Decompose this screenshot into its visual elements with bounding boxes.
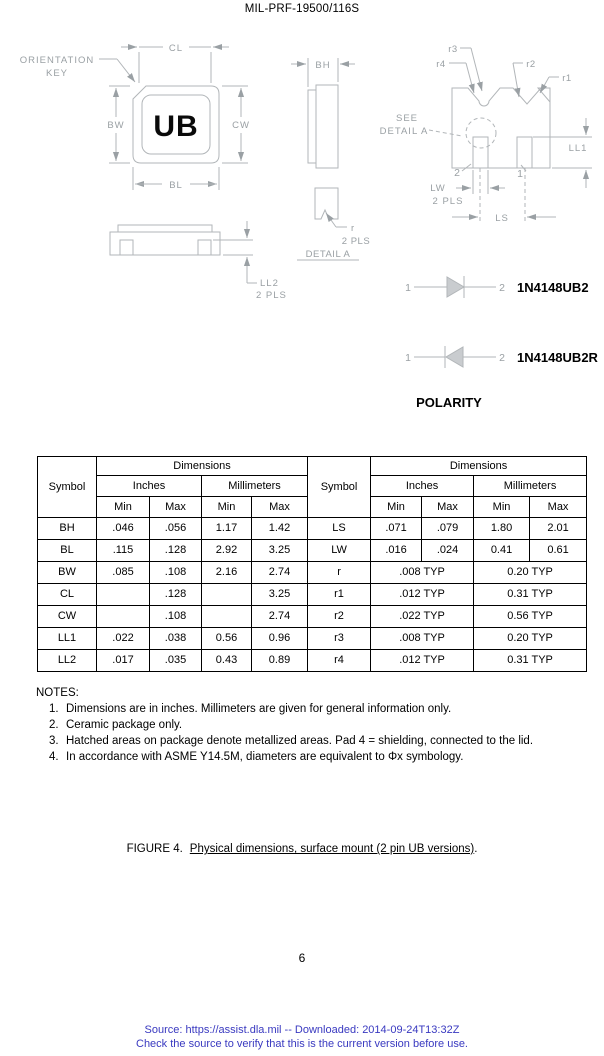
diode2-pin1-label: 1 <box>405 352 411 364</box>
header-max: Max <box>252 497 308 518</box>
value-cell: .035 <box>150 650 202 672</box>
figure-caption-text: Physical dimensions, surface mount (2 pin UB versions) <box>189 843 475 855</box>
device-marking: UB <box>153 110 199 143</box>
end-view-drawing <box>291 58 355 168</box>
value-cell: .115 <box>97 540 150 562</box>
header-max: Max <box>530 497 587 518</box>
bottom-view-drawing <box>380 44 592 224</box>
value-cell: .071 <box>371 518 422 540</box>
detail-a-drawing <box>297 188 370 260</box>
value-cell: .038 <box>150 628 202 650</box>
value-cell: 2.16 <box>202 562 252 584</box>
note-text: In accordance with ASME Y14.5M, diameters are equivalent to Φx symbology. <box>66 751 464 763</box>
header-millimeters-left: Millimeters <box>202 476 308 497</box>
symbol-cell: r2 <box>308 606 371 628</box>
value-cell: .046 <box>97 518 150 540</box>
value-cell: 0.56 <box>202 628 252 650</box>
symbol-cell: CW <box>38 606 97 628</box>
value-cell-typ: .012 TYP <box>371 650 474 672</box>
dimensions-table <box>37 456 587 672</box>
package-drawings <box>0 0 604 420</box>
header-inches-right: Inches <box>371 476 474 497</box>
table-row <box>38 606 587 628</box>
detail-r-label: r <box>351 223 355 234</box>
side-view-body <box>110 232 220 255</box>
figure-caption-period: . <box>474 843 478 855</box>
orientation-key-callout <box>20 55 135 82</box>
see-detail-label1: SEE <box>395 113 419 124</box>
note-text: Dimensions are in inches. Millimeters are given for general information only. <box>66 703 452 715</box>
metallized-corner <box>538 88 550 102</box>
table-row <box>38 562 587 584</box>
diode2-anode-triangle <box>446 347 463 367</box>
side-view-ll2-drawing <box>110 221 287 301</box>
dim-ll1-label: LL1 <box>568 143 588 154</box>
page-number: 6 <box>298 951 306 965</box>
table-row <box>38 584 587 606</box>
page-title: MIL-PRF-19500/116S <box>244 3 360 15</box>
note-text: Hatched areas on package denote metallized areas. Pad 4 = shielding, connected to the lid. <box>66 735 534 747</box>
note-item <box>36 718 533 734</box>
pad-1 <box>517 137 532 168</box>
dim-cw-label: CW <box>232 120 250 131</box>
top-view-drawing <box>20 43 250 191</box>
detail-a-reference-circle <box>466 118 496 148</box>
value-cell: .016 <box>371 540 422 562</box>
value-cell: .017 <box>97 650 150 672</box>
see-detail-a-callout <box>380 113 462 137</box>
value-cell-typ: 0.31 TYP <box>474 584 587 606</box>
value-cell <box>97 584 150 606</box>
side-view-lid <box>118 225 212 232</box>
value-cell <box>97 606 150 628</box>
header-min: Min <box>371 497 422 518</box>
value-cell: 0.43 <box>202 650 252 672</box>
note-number: 2. <box>49 719 59 731</box>
dim-bh <box>291 58 355 87</box>
dim-lw <box>430 168 505 222</box>
r3-label: r3 <box>448 44 458 55</box>
note-item <box>36 734 533 750</box>
value-cell: .022 <box>97 628 150 650</box>
see-detail-label2: DETAIL A <box>379 126 429 137</box>
value-cell: .128 <box>150 540 202 562</box>
dim-bh-label: BH <box>315 60 331 71</box>
value-cell-typ: 0.56 TYP <box>474 606 587 628</box>
value-cell: 1.42 <box>252 518 308 540</box>
notes-title: NOTES: <box>36 687 79 699</box>
dim-ll1 <box>533 118 592 188</box>
r2-label: r2 <box>526 59 536 70</box>
value-cell <box>202 584 252 606</box>
header-max: Max <box>150 497 202 518</box>
figure-label: FIGURE 4. <box>126 843 183 855</box>
pad-1-number: 1 <box>517 168 523 180</box>
value-cell: .024 <box>422 540 474 562</box>
notes-section <box>36 686 533 766</box>
diode1-part-number: 1N4148UB2 <box>517 280 589 295</box>
orientation-key-label2: KEY <box>45 68 69 79</box>
header-min: Min <box>474 497 530 518</box>
header-inches-left: Inches <box>97 476 202 497</box>
orientation-key-label: ORIENTATION <box>19 55 95 66</box>
dim-lw-label: LW <box>430 183 446 194</box>
header-millimeters-right: Millimeters <box>474 476 587 497</box>
dim-ll2-pls-label: 2 PLS <box>256 290 287 301</box>
symbol-cell: CL <box>38 584 97 606</box>
dim-bw-label: BW <box>107 120 125 131</box>
table-row <box>38 628 587 650</box>
symbol-cell: r4 <box>308 650 371 672</box>
value-cell: 0.96 <box>252 628 308 650</box>
value-cell: .128 <box>150 584 202 606</box>
symbol-cell: LL1 <box>38 628 97 650</box>
value-cell: .108 <box>150 606 202 628</box>
symbol-cell: BH <box>38 518 97 540</box>
header-symbol-left: Symbol <box>38 457 97 518</box>
value-cell: 0.41 <box>474 540 530 562</box>
side-view-pad-right <box>198 240 211 255</box>
header-symbol-right: Symbol <box>308 457 371 518</box>
dim-ll2 <box>213 221 287 301</box>
table-row <box>38 518 587 540</box>
note-number: 1. <box>49 703 59 715</box>
r4-label: r4 <box>436 59 446 70</box>
value-cell: .056 <box>150 518 202 540</box>
value-cell: 2.74 <box>252 606 308 628</box>
dim-cl-label: CL <box>168 43 184 54</box>
value-cell-typ: .008 TYP <box>371 562 474 584</box>
r1-label: r1 <box>562 73 572 84</box>
diode1-pin2-label: 2 <box>499 282 505 294</box>
header-min: Min <box>97 497 150 518</box>
dim-ll2-label: LL2 <box>260 278 279 289</box>
value-cell <box>202 606 252 628</box>
value-cell-typ: 0.20 TYP <box>474 628 587 650</box>
polarity-diagram-1 <box>405 276 588 298</box>
value-cell-typ: .022 TYP <box>371 606 474 628</box>
table-row <box>38 650 587 672</box>
value-cell: 2.74 <box>252 562 308 584</box>
value-cell: 3.25 <box>252 584 308 606</box>
note-number: 3. <box>49 735 59 747</box>
note-text: Ceramic package only. <box>66 719 183 731</box>
value-cell-typ: .012 TYP <box>371 584 474 606</box>
diode2-pin2-label: 2 <box>499 352 505 364</box>
symbol-cell: r <box>308 562 371 584</box>
header-max: Max <box>422 497 474 518</box>
polarity-title: POLARITY <box>416 395 482 410</box>
dim-bl-label: BL <box>169 180 183 191</box>
dim-cl <box>121 43 229 83</box>
header-dimensions-left: Dimensions <box>97 457 308 476</box>
dim-lw-pls-label: 2 PLS <box>432 196 464 207</box>
symbol-cell: r3 <box>308 628 371 650</box>
dim-ls-label: LS <box>495 213 509 224</box>
header-dimensions-right: Dimensions <box>371 457 587 476</box>
diode1-anode-triangle <box>447 277 464 297</box>
symbol-cell: BW <box>38 562 97 584</box>
pad-2-number: 2 <box>454 167 460 179</box>
polarity-diagram-2 <box>405 346 598 368</box>
symbol-cell: BL <box>38 540 97 562</box>
dim-bw <box>107 86 130 163</box>
dim-cw <box>222 86 250 163</box>
footer-verify-line: Check the source to verify that this is the current version before use. <box>136 1037 468 1050</box>
symbol-cell: LS <box>308 518 371 540</box>
diode1-pin1-label: 1 <box>405 282 411 294</box>
value-cell: 3.25 <box>252 540 308 562</box>
header-min: Min <box>202 497 252 518</box>
note-item <box>36 702 533 718</box>
value-cell-typ: .008 TYP <box>371 628 474 650</box>
end-view-body <box>316 85 338 168</box>
value-cell: 1.80 <box>474 518 530 540</box>
dim-bl <box>133 167 219 191</box>
source-footer <box>0 1024 604 1051</box>
symbol-cell: LL2 <box>38 650 97 672</box>
value-cell-typ: 0.20 TYP <box>474 562 587 584</box>
value-cell-typ: 0.31 TYP <box>474 650 587 672</box>
symbol-cell: LW <box>308 540 371 562</box>
pad-2 <box>473 137 488 168</box>
footer-source-line: Source: https://assist.dla.mil -- Downloaded: 2014-09-24T13:32Z <box>144 1024 460 1036</box>
value-cell: 0.89 <box>252 650 308 672</box>
diode2-part-number: 1N4148UB2R <box>517 350 598 365</box>
value-cell: 0.61 <box>530 540 587 562</box>
detail-a-title: DETAIL A <box>305 249 351 260</box>
note-item <box>36 750 533 766</box>
figure-caption <box>0 843 604 855</box>
value-cell: .085 <box>97 562 150 584</box>
dim-ls <box>452 168 556 224</box>
table-row <box>38 540 587 562</box>
value-cell: 2.01 <box>530 518 587 540</box>
value-cell: .108 <box>150 562 202 584</box>
detail-r-pls-label: 2 PLS <box>341 236 371 247</box>
symbol-cell: r1 <box>308 584 371 606</box>
value-cell: 2.92 <box>202 540 252 562</box>
note-number: 4. <box>49 751 59 763</box>
value-cell: .079 <box>422 518 474 540</box>
side-view-pad-left <box>120 240 133 255</box>
radius-callouts <box>436 44 571 97</box>
end-view-lid <box>308 90 316 163</box>
value-cell: 1.17 <box>202 518 252 540</box>
